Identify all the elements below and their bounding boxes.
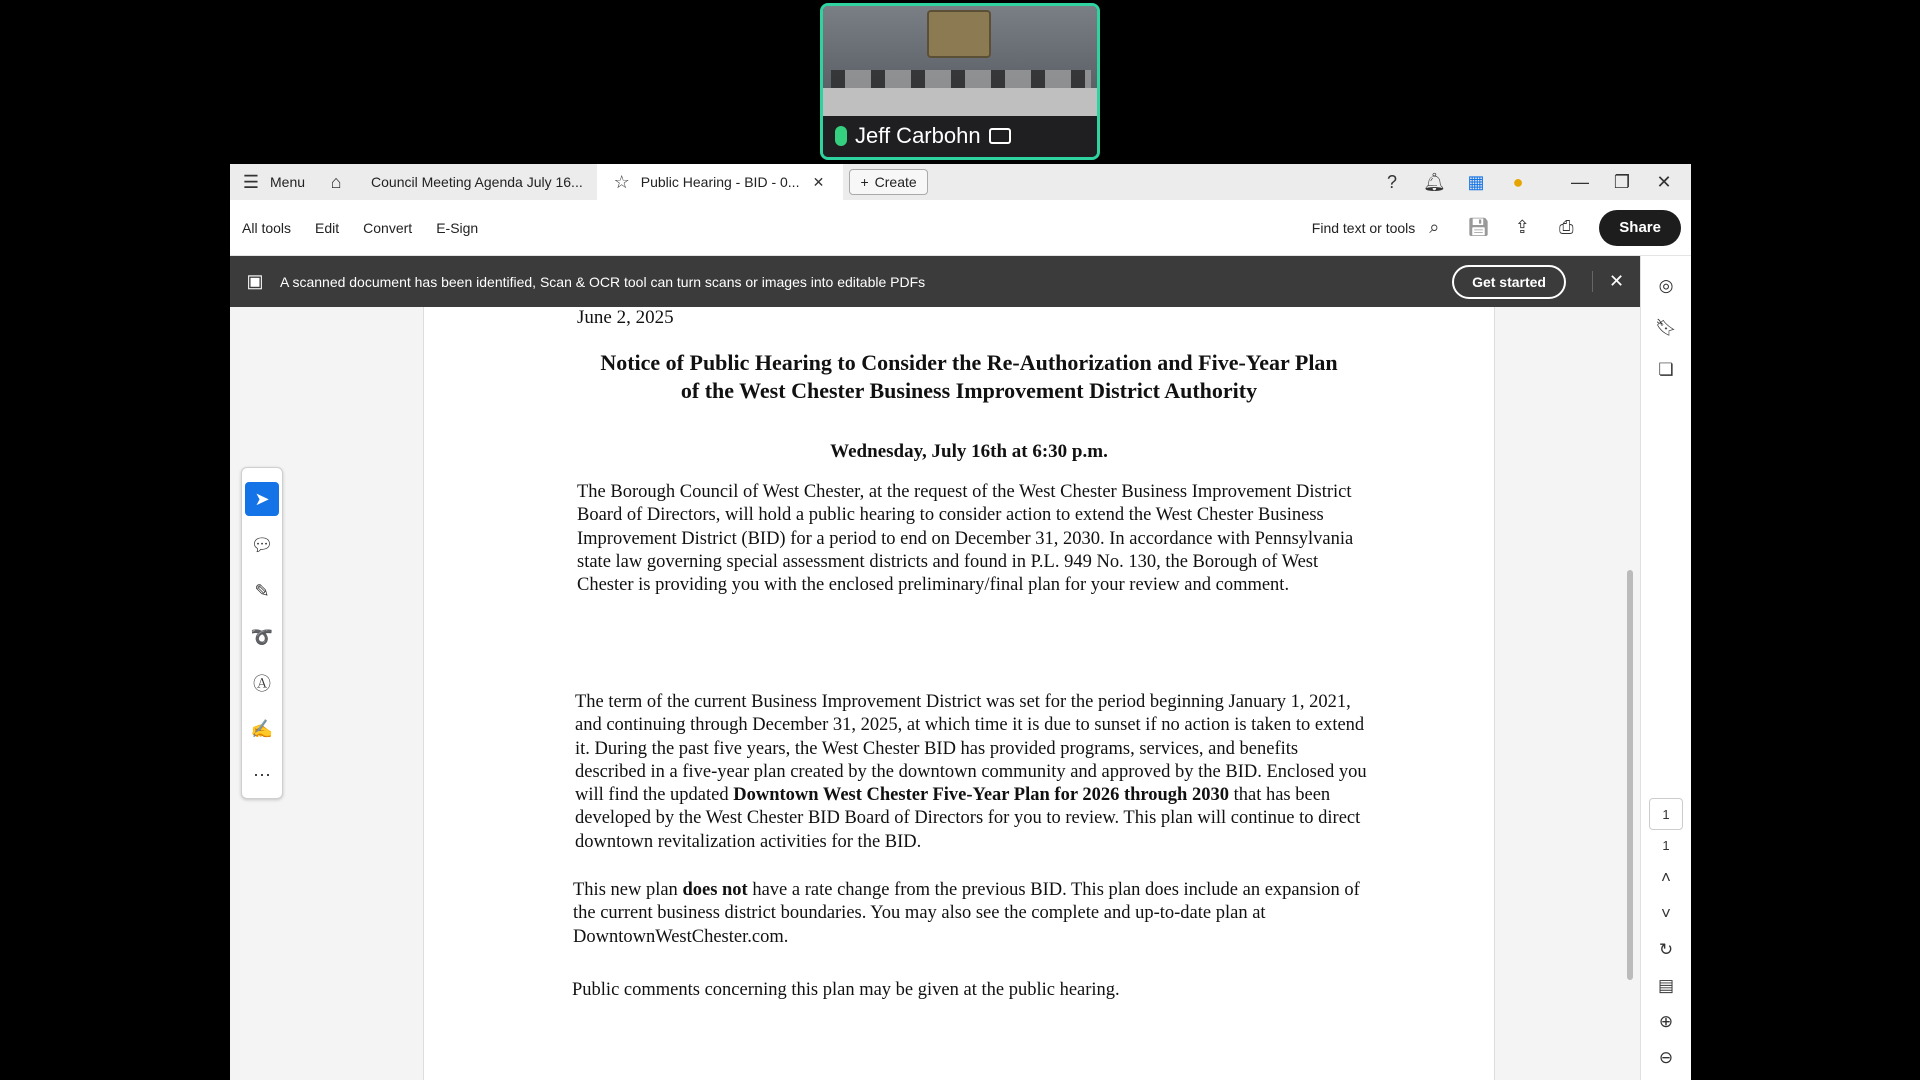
search-icon: ⌕	[1429, 217, 1440, 237]
microphone-icon	[835, 126, 847, 146]
pdf-page	[423, 307, 1495, 1080]
user-avatar-icon[interactable]: ●	[1512, 171, 1524, 192]
help-icon[interactable]: ?	[1386, 171, 1397, 192]
restore-icon[interactable]: ❐	[1613, 171, 1631, 192]
banner-message: A scanned document has been identified, Scan & OCR tool can turn scans or images into editable PDFs	[280, 273, 926, 290]
select-tool-icon[interactable]: ➤	[245, 482, 279, 516]
scrollbar-thumb[interactable]	[1627, 570, 1633, 980]
close-banner-icon[interactable]: ✕	[1592, 271, 1640, 292]
zoom-in-icon[interactable]: ⊕	[1658, 1012, 1674, 1031]
upload-cloud-icon[interactable]: ⇪	[1514, 217, 1530, 237]
paragraph-2	[575, 691, 1370, 854]
menu-label: Menu	[270, 174, 306, 190]
draw-freeform-icon[interactable]: ➰	[250, 626, 274, 647]
text-select-icon[interactable]: Ⓐ	[253, 674, 271, 694]
more-tools-icon[interactable]: ⋯	[253, 764, 271, 785]
bookmarks-icon[interactable]: 🔖︎	[1655, 318, 1677, 337]
find-tools-field[interactable]	[1312, 217, 1446, 238]
page-fit-icon[interactable]: ▤	[1657, 976, 1675, 995]
tab-bar	[230, 164, 1691, 200]
paragraph-2-text-b: that has been developed by the West Chester BID Board of Directors for you to review. This plan will continue to direct downtown revitalization activities for the BID.	[575, 785, 1361, 852]
document-title	[574, 349, 1364, 405]
print-icon[interactable]: ⎙	[1559, 217, 1574, 237]
ai-assistant-icon[interactable]: ◎	[1658, 276, 1674, 295]
window-controls	[1381, 172, 1691, 193]
participant-name: Jeff Carbohn	[855, 123, 981, 148]
paragraph-3-text-b: have a rate change from the previous BID. This plan does include an expansion of the current business district boundaries. You may also see the complete and up-to-date plan at DowntownWestChester.com.	[573, 880, 1360, 947]
paragraph-1: The Borough Council of West Chester, at the request of the West Chester Business Improvement District Board of Directors, will hold a public hearing to consider action to extend the West Chester Business Improvement District (BID) for a period to end on December 31, 2030. In accordance with Pennsylvania state law governing special assessment districts and found in P.L. 949 No. 130, the Borough of West Chester is providing you with the enclosed preliminary/final plan for your review and comment.	[577, 482, 1354, 596]
hamburger-icon: ☰	[242, 171, 260, 192]
scan-document-icon: ▣	[246, 271, 264, 291]
document-date: June 2, 2025	[577, 307, 674, 328]
chevron-up-icon[interactable]: ˄	[1661, 868, 1671, 887]
star-icon[interactable]: ☆	[613, 171, 630, 192]
toolbar-actions	[1312, 210, 1691, 246]
tab-label: Council Meeting Agenda July 16...	[371, 174, 583, 190]
menu-button[interactable]	[230, 164, 315, 200]
close-tab-icon[interactable]: ✕	[812, 173, 825, 190]
get-started-button[interactable]: Get started	[1452, 265, 1566, 299]
paragraph-2-bold: Downtown West Chester Five-Year Plan for 2026 through 2030	[733, 785, 1229, 806]
notification-bell-icon[interactable]: 🔔︎	[1423, 171, 1446, 192]
sign-tool-icon[interactable]: ✍	[250, 718, 274, 739]
ocr-banner	[230, 256, 1640, 307]
pdf-reader-window	[230, 164, 1691, 1080]
home-button[interactable]	[315, 164, 357, 200]
title-line-1: Notice of Public Hearing to Consider the Re-Authorization and Five-Year Plan	[600, 350, 1338, 375]
video-participant-tile[interactable]	[820, 3, 1100, 160]
home-icon: ⌂	[330, 171, 342, 192]
paragraph-4: Public comments concerning this plan may be given at the public hearing.	[572, 980, 1120, 1000]
paragraph-3-bold: does not	[682, 880, 748, 900]
share-button[interactable]: Share	[1599, 210, 1681, 246]
paragraph-3-text-a: This new plan	[573, 880, 683, 900]
council-seal-image	[927, 10, 991, 58]
total-pages: 1	[1662, 837, 1670, 853]
tab-label: Public Hearing - BID - 0...	[640, 174, 800, 190]
menu-e-sign[interactable]: E-Sign	[436, 219, 479, 236]
rotate-icon[interactable]: ↻	[1658, 940, 1674, 959]
minimize-icon[interactable]: —	[1571, 171, 1589, 192]
menu-convert[interactable]: Convert	[363, 219, 413, 236]
save-icon[interactable]: 💾︎	[1467, 217, 1491, 237]
document-viewport[interactable]	[230, 307, 1640, 1080]
screen-share-icon	[989, 128, 1011, 144]
create-button[interactable]	[849, 169, 927, 195]
page-thumbnails-icon[interactable]: ❏	[1658, 360, 1674, 379]
title-line-2: of the West Chester Business Improvement District Authority	[680, 378, 1258, 403]
apps-grid-icon[interactable]: ▦	[1467, 171, 1485, 192]
main-toolbar	[230, 200, 1691, 256]
right-side-panel	[1640, 256, 1691, 1080]
find-label: Find text or tools	[1311, 219, 1416, 236]
menu-edit[interactable]: Edit	[315, 219, 340, 236]
zoom-out-icon[interactable]: ⊖	[1658, 1048, 1674, 1067]
plus-icon: +	[860, 174, 869, 190]
paragraph-2-text-a: The term of the current Business Improvement District was set for the period beginning January 1, 2021, and continuing through December 31, 2025, at which time it is due to sunset if no action is taken to extend it. During the past five years, the West Chester BID has provided programs, services, and benefits described in a five-year plan created by the downtown community and approved by the BID. Enclosed you will find the updated	[575, 692, 1367, 806]
tab-public-hearing[interactable]	[597, 164, 844, 200]
highlight-pen-icon[interactable]: ✎	[254, 580, 270, 601]
participant-label	[835, 123, 1011, 149]
create-label: Create	[874, 174, 917, 190]
menu-all-tools[interactable]: All tools	[242, 219, 292, 236]
paragraph-3	[573, 879, 1368, 949]
tab-council-agenda[interactable]	[357, 164, 597, 200]
close-window-icon[interactable]: ✕	[1656, 171, 1672, 192]
vertical-scrollbar[interactable]	[1625, 310, 1635, 1080]
hearing-date: Wednesday, July 16th at 6:30 p.m.	[830, 441, 1108, 462]
current-page-input[interactable]: 1	[1649, 798, 1683, 830]
chevron-down-icon[interactable]: ˅	[1661, 904, 1671, 923]
quick-tools-rail	[241, 467, 283, 799]
comment-tool-icon[interactable]: 💬︎	[250, 534, 274, 555]
